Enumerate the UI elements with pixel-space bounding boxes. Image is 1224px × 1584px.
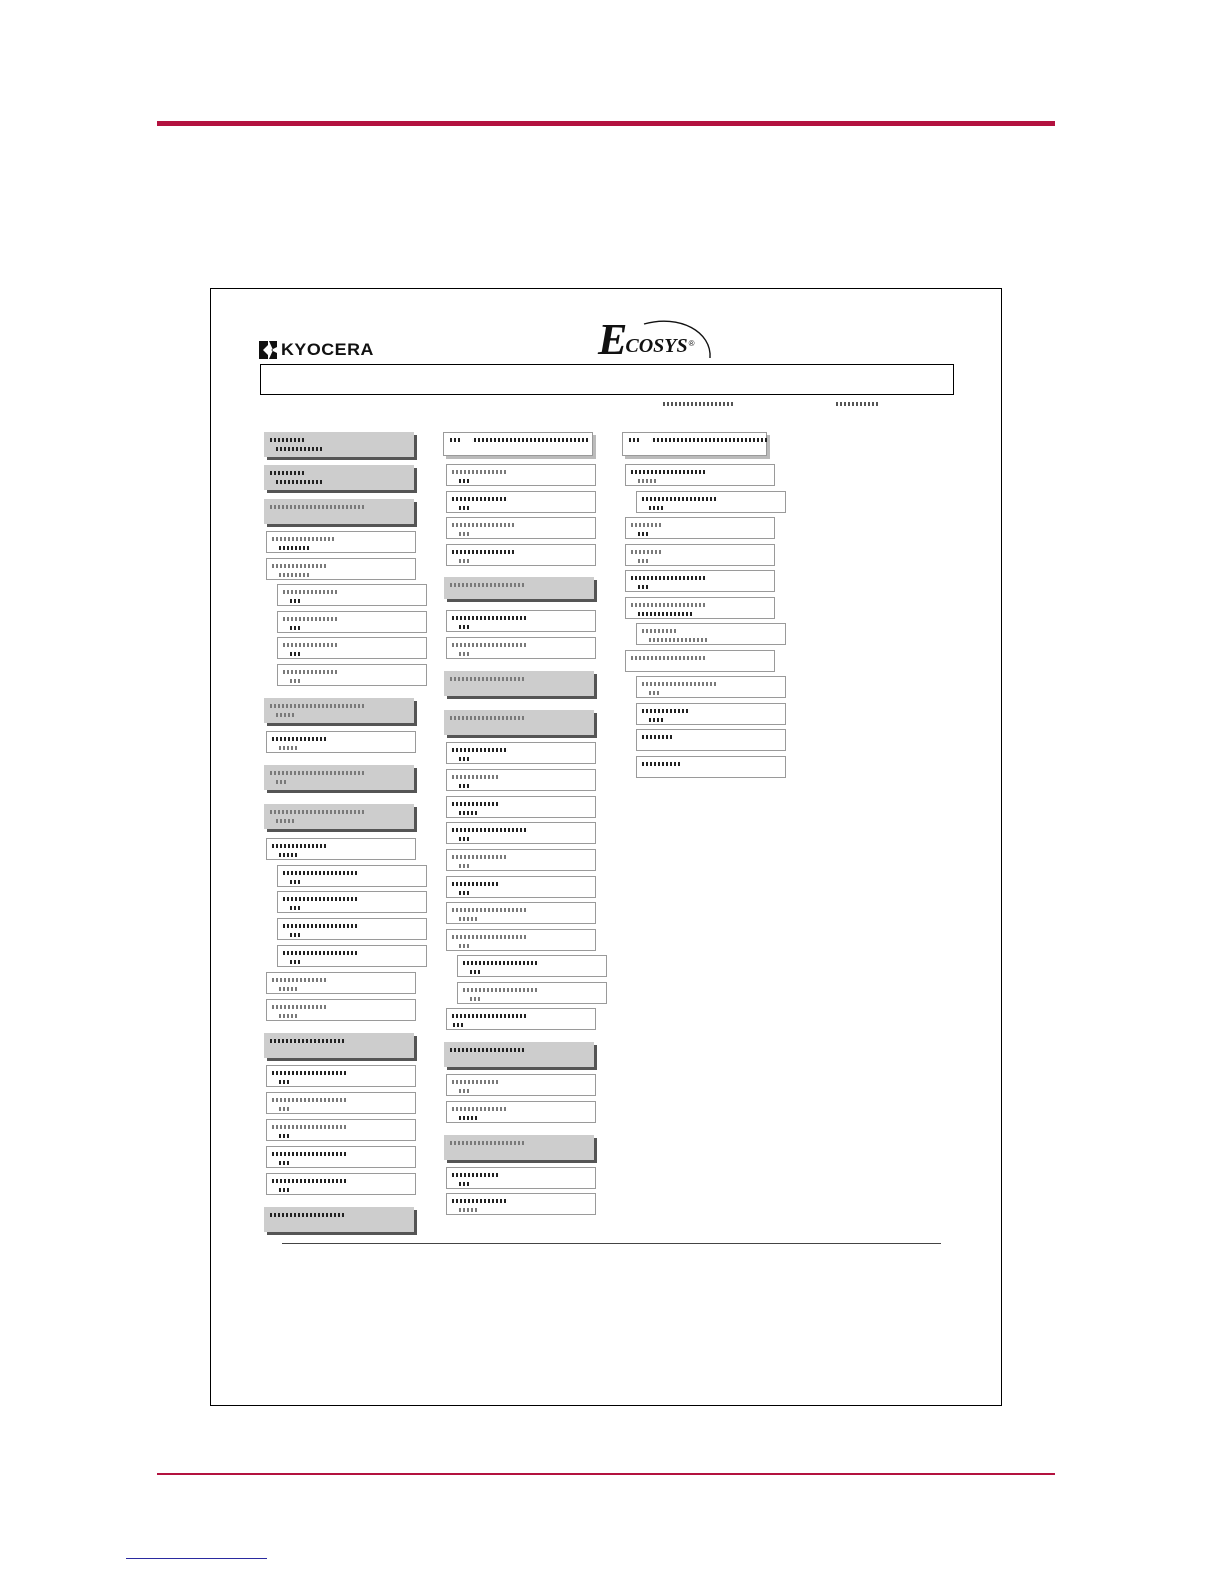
status-item-box [277,918,427,940]
status-item-box [446,742,596,764]
status-item-box [277,891,427,913]
status-item-box [446,876,596,898]
status-item-box [446,902,596,924]
status-item-box [266,1173,416,1195]
kyocera-logo [259,340,374,360]
column-header-box [443,432,593,456]
ecosys-initial: E [598,315,628,364]
status-section-box [444,710,594,735]
status-section-box [264,465,414,490]
status-item-box [457,982,607,1004]
status-item-box [266,1065,416,1087]
status-item-box [446,769,596,791]
status-item-box [266,558,416,580]
status-item-box [636,491,786,513]
footnote-link-underline [126,1558,267,1559]
status-item-box [446,610,596,632]
status-item-box [446,464,596,486]
page-title-bar [260,364,954,395]
ecosys-wordmark: COSYS [625,335,688,357]
status-item-box [625,464,775,486]
status-section-box [264,1207,414,1232]
registered-mark: ® [688,339,695,348]
status-item-box [636,729,786,751]
status-item-box [446,517,596,539]
status-section-box [444,1042,594,1067]
kyocera-mark-icon [259,341,277,359]
status-section-box [264,804,414,829]
status-item-box [625,544,775,566]
status-item-box [277,664,427,686]
status-item-box [446,1008,596,1030]
status-item-box [446,1167,596,1189]
status-item-box [266,838,416,860]
status-item-box [277,945,427,967]
status-item-box [446,544,596,566]
ecosys-swoosh-icon [640,318,714,360]
status-section-box [264,1033,414,1058]
status-section-box [264,765,414,790]
status-section-box [264,698,414,723]
status-item-box [446,822,596,844]
status-item-box [636,756,786,778]
status-section-box [444,671,594,696]
header-rule [157,121,1055,126]
status-item-box [266,972,416,994]
status-section-box [264,432,414,457]
status-item-box [446,1074,596,1096]
status-item-box [446,849,596,871]
printed-counter-text [836,402,880,406]
column-header-box [622,432,767,456]
status-item-box [636,703,786,725]
status-item-box [266,1146,416,1168]
status-item-box [277,611,427,633]
status-item-box [266,1119,416,1141]
status-item-box [446,929,596,951]
status-section-box [444,577,594,599]
status-item-box [277,584,427,606]
status-item-box [266,731,416,753]
status-item-box [446,1101,596,1123]
status-item-box [277,637,427,659]
status-item-box [446,637,596,659]
status-page-footer-rule [282,1243,941,1244]
status-section-box [264,499,414,524]
status-item-box [636,623,786,645]
status-item-box [636,676,786,698]
status-item-box [266,999,416,1021]
status-item-box [266,1092,416,1114]
status-item-box [277,865,427,887]
status-item-box [446,796,596,818]
status-item-box [625,650,775,672]
footer-rule [157,1473,1055,1475]
status-item-box [625,517,775,539]
status-section-box [444,1135,594,1160]
status-item-box [446,491,596,513]
status-item-box [625,597,775,619]
status-item-box [446,1193,596,1215]
kyocera-wordmark: KYOCERA [281,340,374,359]
printed-date-text [663,402,733,406]
status-item-box [625,570,775,592]
status-item-box [266,531,416,553]
status-item-box [457,955,607,977]
